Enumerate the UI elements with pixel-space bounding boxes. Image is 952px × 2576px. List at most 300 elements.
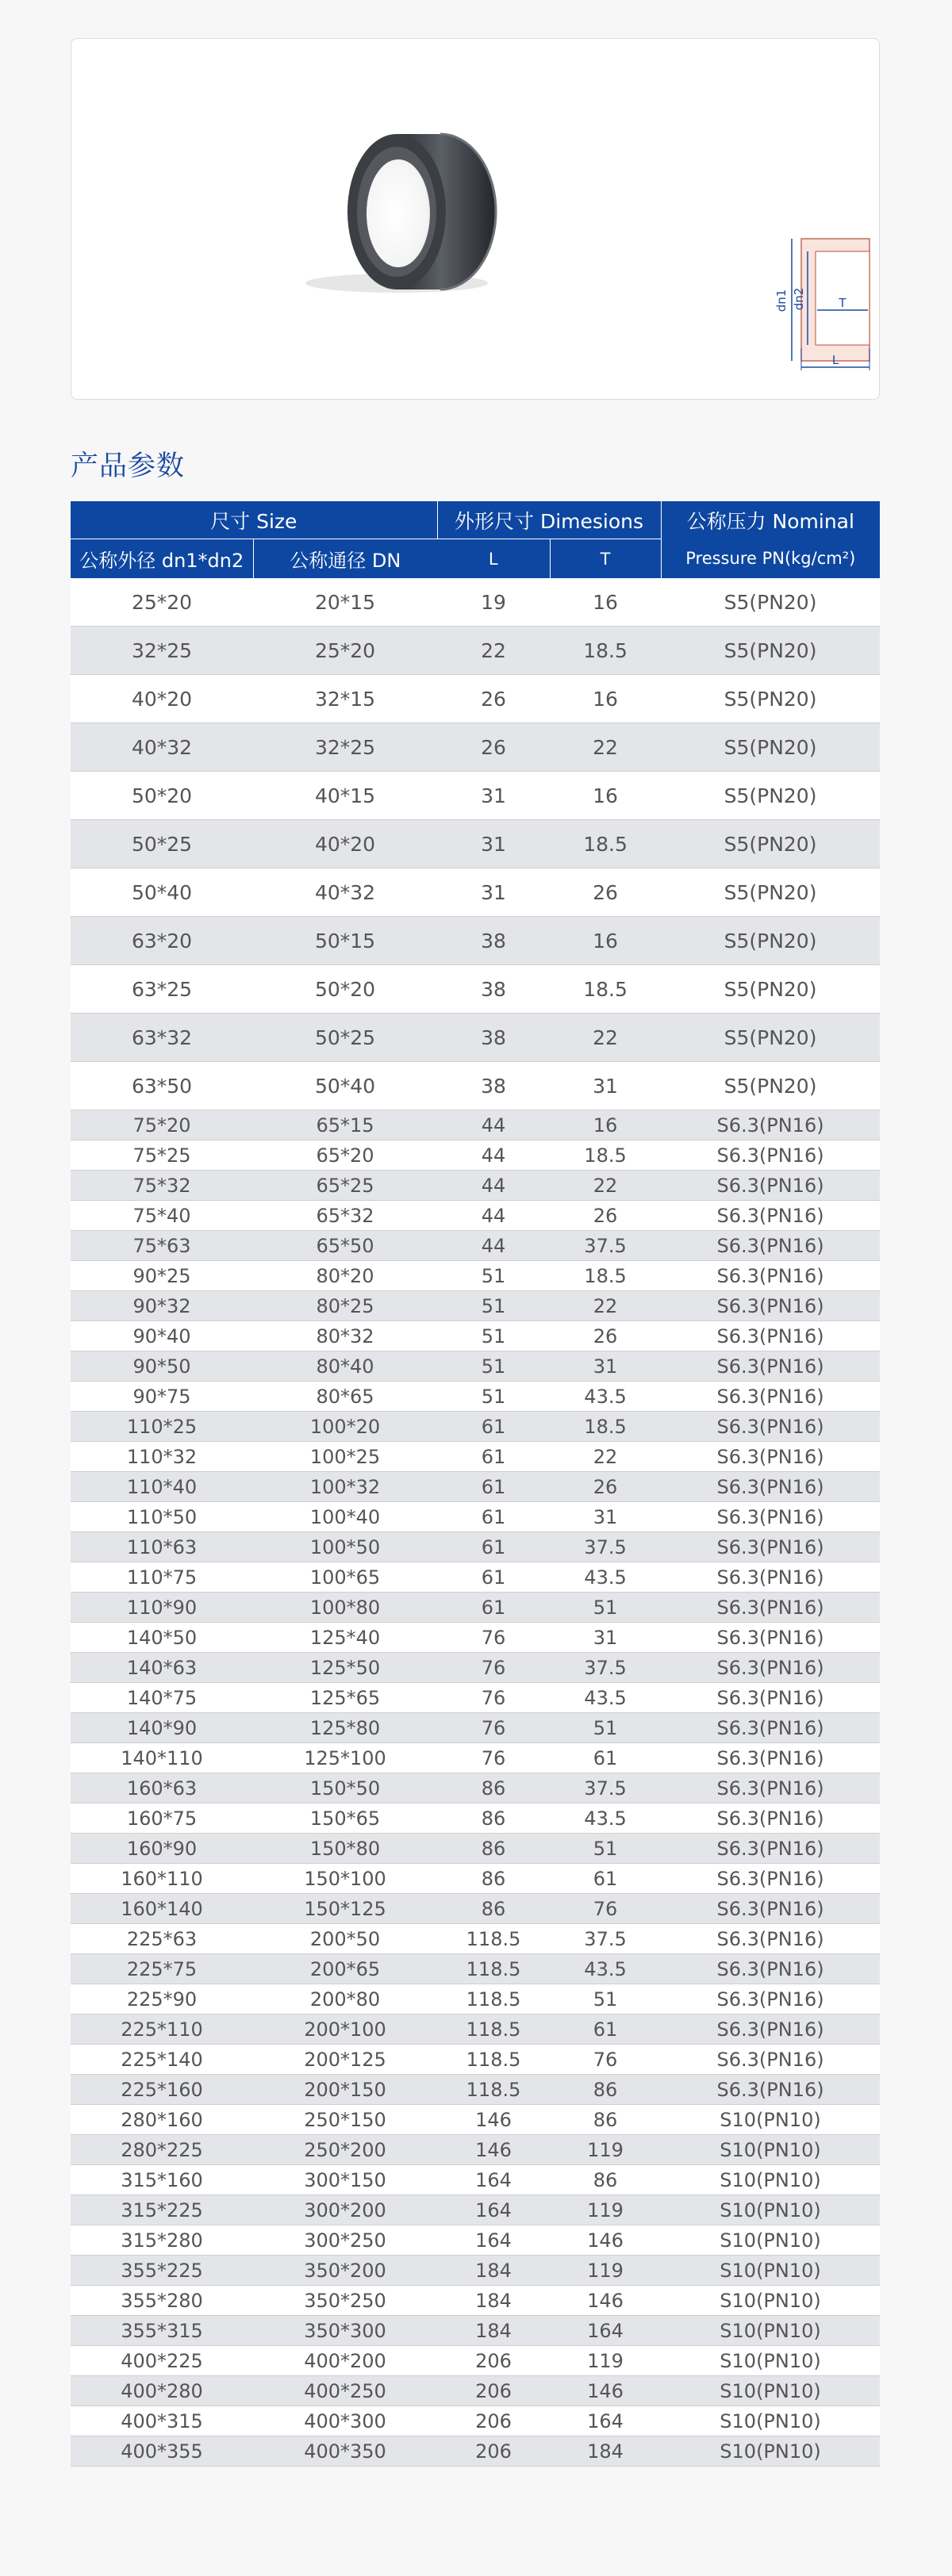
length-cell: 61 — [437, 1412, 550, 1442]
outer-diameter-cell: 160*110 — [71, 1864, 253, 1894]
thickness-cell: 43.5 — [550, 1954, 661, 1984]
length-cell: 118.5 — [437, 2045, 550, 2075]
bore-cell: 50*40 — [253, 1062, 437, 1110]
outer-diameter-cell: 90*75 — [71, 1382, 253, 1412]
table-row — [71, 2135, 880, 2165]
thickness-cell: 43.5 — [550, 1683, 661, 1713]
bore-cell: 80*65 — [253, 1382, 437, 1412]
t-header: T — [550, 539, 661, 579]
pressure-cell: S6.3(PN16) — [661, 2075, 880, 2105]
thickness-cell: 31 — [550, 1623, 661, 1653]
pressure-cell: S10(PN10) — [661, 2195, 880, 2225]
pressure-cell: S6.3(PN16) — [661, 1804, 880, 1834]
bore-cell: 80*32 — [253, 1321, 437, 1351]
length-cell: 61 — [437, 1502, 550, 1532]
thickness-cell: 18.5 — [550, 627, 661, 675]
thickness-cell: 86 — [550, 2105, 661, 2135]
l-label: L — [831, 353, 839, 367]
pressure-cell: S5(PN20) — [661, 965, 880, 1014]
length-cell: 61 — [437, 1532, 550, 1562]
outer-diameter-cell: 110*40 — [71, 1472, 253, 1502]
thickness-cell: 146 — [550, 2286, 661, 2316]
pressure-cell: S5(PN20) — [661, 917, 880, 965]
thickness-cell: 76 — [550, 1894, 661, 1924]
table-row — [71, 1954, 880, 1984]
outer-diameter-cell: 140*50 — [71, 1623, 253, 1653]
section-title: 产品参数 — [71, 450, 186, 482]
thickness-cell: 61 — [550, 1743, 661, 1773]
outer-diameter-cell: 75*32 — [71, 1171, 253, 1201]
outer-diameter-cell: 225*63 — [71, 1924, 253, 1954]
pressure-cell: S6.3(PN16) — [661, 1140, 880, 1171]
thickness-cell: 76 — [550, 2045, 661, 2075]
table-row — [71, 2195, 880, 2225]
thickness-cell: 37.5 — [550, 1532, 661, 1562]
length-cell: 146 — [437, 2135, 550, 2165]
outer-diameter-cell: 40*32 — [71, 723, 253, 772]
bore-cell: 65*50 — [253, 1231, 437, 1261]
table-row — [71, 1864, 880, 1894]
length-cell: 86 — [437, 1834, 550, 1864]
bore-cell: 150*50 — [253, 1773, 437, 1804]
thickness-cell: 164 — [550, 2406, 661, 2436]
pressure-cell: S10(PN10) — [661, 2376, 880, 2406]
thickness-cell: 18.5 — [550, 1261, 661, 1291]
pressure-cell: S6.3(PN16) — [661, 1110, 880, 1140]
bore-cell: 65*25 — [253, 1171, 437, 1201]
length-cell: 61 — [437, 1562, 550, 1593]
length-cell: 76 — [437, 1653, 550, 1683]
nominal-header: 公称压力 Nominal — [661, 501, 880, 539]
bore-cell: 125*40 — [253, 1623, 437, 1653]
length-cell: 51 — [437, 1382, 550, 1412]
table-row — [71, 1984, 880, 2014]
length-cell: 44 — [437, 1171, 550, 1201]
thickness-cell: 119 — [550, 2256, 661, 2286]
outer-diameter-cell: 90*25 — [71, 1261, 253, 1291]
thickness-cell: 26 — [550, 1321, 661, 1351]
length-cell: 86 — [437, 1864, 550, 1894]
outer-diameter-cell: 280*160 — [71, 2105, 253, 2135]
pressure-cell: S10(PN10) — [661, 2256, 880, 2286]
bore-cell: 50*25 — [253, 1014, 437, 1062]
bore-cell: 40*20 — [253, 820, 437, 868]
length-cell: 38 — [437, 1062, 550, 1110]
dn2-label: dn2 — [792, 287, 806, 311]
pressure-cell: S5(PN20) — [661, 723, 880, 772]
pressure-cell: S6.3(PN16) — [661, 1502, 880, 1532]
length-cell: 118.5 — [437, 2014, 550, 2045]
length-cell: 61 — [437, 1593, 550, 1623]
pressure-cell: S6.3(PN16) — [661, 1954, 880, 1984]
table-row — [71, 1743, 880, 1773]
table-row — [71, 1683, 880, 1713]
thickness-cell: 22 — [550, 1291, 661, 1321]
outer-diameter-cell: 110*25 — [71, 1412, 253, 1442]
pressure-cell: S10(PN10) — [661, 2406, 880, 2436]
thickness-cell: 37.5 — [550, 1924, 661, 1954]
table-row — [71, 2286, 880, 2316]
length-cell: 26 — [437, 675, 550, 723]
pressure-cell: S10(PN10) — [661, 2165, 880, 2195]
table-row — [71, 772, 880, 820]
length-cell: 206 — [437, 2406, 550, 2436]
pressure-cell: S6.3(PN16) — [661, 2045, 880, 2075]
table-row — [71, 820, 880, 868]
table-row — [71, 2256, 880, 2286]
thickness-cell: 146 — [550, 2376, 661, 2406]
thickness-cell: 119 — [550, 2135, 661, 2165]
thickness-cell: 22 — [550, 1014, 661, 1062]
outer-diameter-cell: 315*160 — [71, 2165, 253, 2195]
thickness-cell: 146 — [550, 2225, 661, 2256]
bore-cell: 200*100 — [253, 2014, 437, 2045]
outer-diameter-cell: 140*110 — [71, 1743, 253, 1773]
length-cell: 184 — [437, 2316, 550, 2346]
table-row — [71, 1412, 880, 1442]
table-row — [71, 1201, 880, 1231]
thickness-cell: 51 — [550, 1713, 661, 1743]
thickness-cell: 16 — [550, 772, 661, 820]
length-cell: 184 — [437, 2286, 550, 2316]
pressure-cell: S6.3(PN16) — [661, 1984, 880, 2014]
table-row — [71, 1834, 880, 1864]
bore-cell: 65*32 — [253, 1201, 437, 1231]
outer-diameter-cell: 400*315 — [71, 2406, 253, 2436]
length-cell: 118.5 — [437, 1954, 550, 1984]
table-row — [71, 2436, 880, 2467]
bore-cell: 100*80 — [253, 1593, 437, 1623]
table-row — [71, 1231, 880, 1261]
thickness-cell: 16 — [550, 917, 661, 965]
thickness-cell: 86 — [550, 2165, 661, 2195]
thickness-cell: 26 — [550, 868, 661, 917]
table-row — [71, 965, 880, 1014]
bore-cell: 200*65 — [253, 1954, 437, 1984]
length-cell: 61 — [437, 1442, 550, 1472]
bore-cell: 150*65 — [253, 1804, 437, 1834]
outer-diameter-cell: 75*63 — [71, 1231, 253, 1261]
table-row — [71, 1472, 880, 1502]
thickness-cell: 43.5 — [550, 1804, 661, 1834]
outer-diameter-cell: 355*315 — [71, 2316, 253, 2346]
thickness-cell: 164 — [550, 2316, 661, 2346]
outer-diameter-cell: 50*20 — [71, 772, 253, 820]
outer-diameter-cell: 160*63 — [71, 1773, 253, 1804]
bore-cell: 40*15 — [253, 772, 437, 820]
pressure-cell: S6.3(PN16) — [661, 1593, 880, 1623]
bore-cell: 100*40 — [253, 1502, 437, 1532]
table-row — [71, 1382, 880, 1412]
length-cell: 76 — [437, 1713, 550, 1743]
outer-diameter-cell: 110*32 — [71, 1442, 253, 1472]
outer-diameter-cell: 110*50 — [71, 1502, 253, 1532]
length-cell: 51 — [437, 1321, 550, 1351]
outer-diameter-cell: 50*40 — [71, 868, 253, 917]
table-row — [71, 1110, 880, 1140]
table-row — [71, 2075, 880, 2105]
table-row — [71, 1562, 880, 1593]
bore-cell: 200*80 — [253, 1984, 437, 2014]
thickness-cell: 37.5 — [550, 1653, 661, 1683]
length-cell: 164 — [437, 2165, 550, 2195]
pressure-cell: S10(PN10) — [661, 2286, 880, 2316]
length-cell: 26 — [437, 723, 550, 772]
pressure-cell: S6.3(PN16) — [661, 1472, 880, 1502]
bore-cell: 200*150 — [253, 2075, 437, 2105]
outer-diameter-cell: 40*20 — [71, 675, 253, 723]
bore-cell: 150*125 — [253, 1894, 437, 1924]
thickness-cell: 31 — [550, 1502, 661, 1532]
table-row — [71, 1623, 880, 1653]
thickness-cell: 86 — [550, 2075, 661, 2105]
outer-diameter-cell: 110*63 — [71, 1532, 253, 1562]
thickness-cell: 18.5 — [550, 965, 661, 1014]
table-row — [71, 1062, 880, 1110]
outer-diameter-cell: 315*225 — [71, 2195, 253, 2225]
thickness-cell: 22 — [550, 723, 661, 772]
pressure-header: Pressure PN(kg/cm²) — [661, 539, 880, 579]
pressure-cell: S6.3(PN16) — [661, 1713, 880, 1743]
outer-diameter-cell: 160*140 — [71, 1894, 253, 1924]
bore-cell: 65*15 — [253, 1110, 437, 1140]
table-row — [71, 627, 880, 675]
length-cell: 146 — [437, 2105, 550, 2135]
table-row — [71, 2225, 880, 2256]
table-row — [71, 2045, 880, 2075]
l-header: L — [437, 539, 550, 579]
pressure-cell: S6.3(PN16) — [661, 1412, 880, 1442]
outer-diameter-cell: 140*63 — [71, 1653, 253, 1683]
length-cell: 86 — [437, 1894, 550, 1924]
table-row — [71, 1532, 880, 1562]
pressure-cell: S10(PN10) — [661, 2225, 880, 2256]
thickness-cell: 51 — [550, 1834, 661, 1864]
bore-cell: 65*20 — [253, 1140, 437, 1171]
bore-cell: 100*50 — [253, 1532, 437, 1562]
table-row — [71, 1321, 880, 1351]
pressure-cell: S6.3(PN16) — [661, 1864, 880, 1894]
length-cell: 38 — [437, 917, 550, 965]
pressure-cell: S6.3(PN16) — [661, 1231, 880, 1261]
pressure-cell: S6.3(PN16) — [661, 1261, 880, 1291]
thickness-cell: 43.5 — [550, 1382, 661, 1412]
thickness-cell: 61 — [550, 1864, 661, 1894]
bore-cell: 100*32 — [253, 1472, 437, 1502]
outer-diameter-cell: 110*75 — [71, 1562, 253, 1593]
bore-cell: 400*350 — [253, 2436, 437, 2467]
bore-cell: 300*150 — [253, 2165, 437, 2195]
outer-diameter-cell: 140*75 — [71, 1683, 253, 1713]
pressure-cell: S10(PN10) — [661, 2436, 880, 2467]
thickness-cell: 31 — [550, 1351, 661, 1382]
thickness-cell: 37.5 — [550, 1773, 661, 1804]
dimension-drawing — [744, 237, 903, 376]
length-cell: 31 — [437, 820, 550, 868]
pressure-cell: S6.3(PN16) — [661, 1894, 880, 1924]
table-row — [71, 2316, 880, 2346]
length-cell: 44 — [437, 1231, 550, 1261]
outer-diameter-cell: 50*25 — [71, 820, 253, 868]
pressure-cell: S6.3(PN16) — [661, 1171, 880, 1201]
bore-cell: 125*100 — [253, 1743, 437, 1773]
table-row — [71, 868, 880, 917]
thickness-cell: 18.5 — [550, 1412, 661, 1442]
thickness-cell: 16 — [550, 1110, 661, 1140]
product-image-card — [71, 38, 880, 400]
table-row — [71, 917, 880, 965]
pressure-cell: S6.3(PN16) — [661, 1834, 880, 1864]
outer-diameter-cell: 140*90 — [71, 1713, 253, 1743]
pressure-cell: S6.3(PN16) — [661, 1201, 880, 1231]
outer-diameter-cell: 110*90 — [71, 1593, 253, 1623]
outer-diameter-cell: 32*25 — [71, 627, 253, 675]
table-row — [71, 1171, 880, 1201]
outer-diameter-cell: 225*90 — [71, 1984, 253, 2014]
pressure-cell: S6.3(PN16) — [661, 1562, 880, 1593]
thickness-cell: 51 — [550, 1593, 661, 1623]
pressure-cell: S6.3(PN16) — [661, 1623, 880, 1653]
size-header: 尺寸 Size — [71, 501, 437, 539]
bore-cell: 80*40 — [253, 1351, 437, 1382]
outer-diameter-cell: 63*25 — [71, 965, 253, 1014]
length-cell: 86 — [437, 1773, 550, 1804]
thickness-cell: 26 — [550, 1201, 661, 1231]
pressure-cell: S5(PN20) — [661, 868, 880, 917]
length-cell: 86 — [437, 1804, 550, 1834]
thickness-cell: 22 — [550, 1442, 661, 1472]
table-row — [71, 2105, 880, 2135]
length-cell: 206 — [437, 2376, 550, 2406]
pressure-cell: S5(PN20) — [661, 627, 880, 675]
pressure-cell: S5(PN20) — [661, 578, 880, 627]
bore-header: 公称通径 DN — [253, 539, 437, 579]
thickness-cell: 37.5 — [550, 1231, 661, 1261]
table-row — [71, 1773, 880, 1804]
outer-diameter-cell: 400*355 — [71, 2436, 253, 2467]
outer-diameter-cell: 75*40 — [71, 1201, 253, 1231]
length-cell: 76 — [437, 1743, 550, 1773]
thickness-cell: 31 — [550, 1062, 661, 1110]
table-row — [71, 2014, 880, 2045]
outer-diameter-cell: 160*90 — [71, 1834, 253, 1864]
length-cell: 51 — [437, 1261, 550, 1291]
bore-cell: 150*100 — [253, 1864, 437, 1894]
thickness-cell: 22 — [550, 1171, 661, 1201]
bore-cell: 32*25 — [253, 723, 437, 772]
thickness-cell: 16 — [550, 675, 661, 723]
length-cell: 76 — [437, 1683, 550, 1713]
table-row — [71, 1894, 880, 1924]
table-row — [71, 1291, 880, 1321]
length-cell: 76 — [437, 1623, 550, 1653]
outer-diameter-cell: 280*225 — [71, 2135, 253, 2165]
pressure-cell: S6.3(PN16) — [661, 1321, 880, 1351]
bore-cell: 32*15 — [253, 675, 437, 723]
length-cell: 44 — [437, 1110, 550, 1140]
spec-table — [71, 501, 880, 2467]
bore-cell: 350*250 — [253, 2286, 437, 2316]
pressure-cell: S10(PN10) — [661, 2135, 880, 2165]
bore-cell: 150*80 — [253, 1834, 437, 1864]
bore-cell: 350*300 — [253, 2316, 437, 2346]
pressure-cell: S6.3(PN16) — [661, 1743, 880, 1773]
length-cell: 206 — [437, 2346, 550, 2376]
pressure-cell: S5(PN20) — [661, 1014, 880, 1062]
outer-diameter-cell: 90*40 — [71, 1321, 253, 1351]
pressure-cell: S6.3(PN16) — [661, 1683, 880, 1713]
bore-cell: 25*20 — [253, 627, 437, 675]
bore-cell: 300*250 — [253, 2225, 437, 2256]
outer-diameter-cell: 75*25 — [71, 1140, 253, 1171]
table-row — [71, 675, 880, 723]
pressure-cell: S5(PN20) — [661, 675, 880, 723]
thickness-cell: 18.5 — [550, 820, 661, 868]
table-row — [71, 1351, 880, 1382]
pressure-cell: S6.3(PN16) — [661, 1351, 880, 1382]
length-cell: 19 — [437, 578, 550, 627]
length-cell: 118.5 — [437, 1984, 550, 2014]
pressure-cell: S10(PN10) — [661, 2346, 880, 2376]
table-row — [71, 1014, 880, 1062]
thickness-cell: 119 — [550, 2195, 661, 2225]
outer-diameter-cell: 225*110 — [71, 2014, 253, 2045]
bore-cell: 400*250 — [253, 2376, 437, 2406]
length-cell: 22 — [437, 627, 550, 675]
table-row — [71, 1502, 880, 1532]
outer-diameter-cell: 225*75 — [71, 1954, 253, 1984]
t-label: T — [839, 296, 846, 310]
thickness-cell: 26 — [550, 1472, 661, 1502]
bore-cell: 100*25 — [253, 1442, 437, 1472]
table-row — [71, 1261, 880, 1291]
bore-cell: 400*200 — [253, 2346, 437, 2376]
length-cell: 118.5 — [437, 2075, 550, 2105]
outer-diameter-cell: 160*75 — [71, 1804, 253, 1834]
outer-diameter-cell: 63*20 — [71, 917, 253, 965]
thickness-cell: 16 — [550, 578, 661, 627]
outer-diameter-cell: 90*50 — [71, 1351, 253, 1382]
table-row — [71, 578, 880, 627]
table-row — [71, 1442, 880, 1472]
bore-cell: 200*50 — [253, 1924, 437, 1954]
table-row — [71, 1713, 880, 1743]
table-row — [71, 2165, 880, 2195]
length-cell: 38 — [437, 965, 550, 1014]
pressure-cell: S6.3(PN16) — [661, 2014, 880, 2045]
bore-cell: 80*25 — [253, 1291, 437, 1321]
pressure-cell: S6.3(PN16) — [661, 1653, 880, 1683]
outer-diameter-cell: 225*140 — [71, 2045, 253, 2075]
bore-cell: 300*200 — [253, 2195, 437, 2225]
bore-cell: 250*200 — [253, 2135, 437, 2165]
outer-diameter-cell: 355*280 — [71, 2286, 253, 2316]
bore-cell: 20*15 — [253, 578, 437, 627]
pressure-cell: S6.3(PN16) — [661, 1382, 880, 1412]
outer-diameter-cell: 90*32 — [71, 1291, 253, 1321]
reducer-bushing-image — [278, 126, 532, 301]
outer-diameter-cell: 400*225 — [71, 2346, 253, 2376]
bore-cell: 125*65 — [253, 1683, 437, 1713]
pressure-cell: S6.3(PN16) — [661, 1924, 880, 1954]
thickness-cell: 43.5 — [550, 1562, 661, 1593]
outer-diameter-cell: 63*32 — [71, 1014, 253, 1062]
table-row — [71, 2346, 880, 2376]
length-cell: 51 — [437, 1291, 550, 1321]
outer-diameter-cell: 355*225 — [71, 2256, 253, 2286]
length-cell: 44 — [437, 1140, 550, 1171]
outer-diameter-cell: 400*280 — [71, 2376, 253, 2406]
